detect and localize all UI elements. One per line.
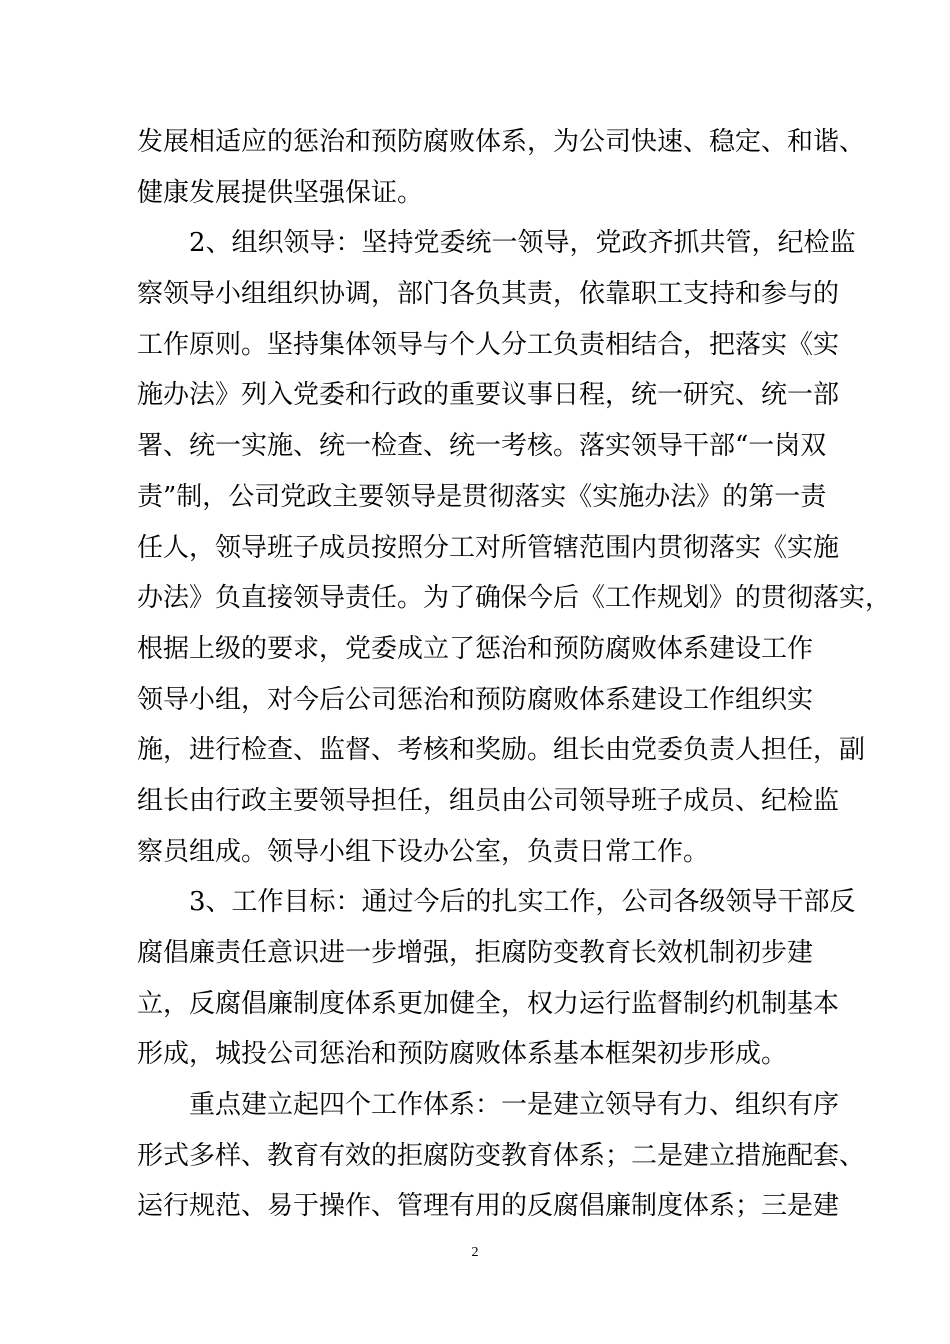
- text-line: 健康发展提供坚强保证。: [137, 177, 424, 208]
- text-line: 察领导小组组织协调，部门各负其责，依靠职工支持和参与的: [137, 279, 840, 310]
- text-line: 组长由行政主要领导担任，组员由公司领导班子成员、纪检监: [137, 785, 840, 816]
- text-line: 形式多样、教育有效的拒腐防变教育体系；二是建立措施配套、: [137, 1140, 866, 1171]
- paragraph-start-line: 3、工作目标：通过今后的扎实工作，公司各级领导干部反: [189, 887, 856, 918]
- document-body: [137, 117, 892, 1232]
- text-line: 运行规范、易于操作、管理有用的反腐倡廉制度体系；三是建: [137, 1191, 840, 1222]
- text-line: 领导小组，对今后公司惩治和预防腐败体系建设工作组织实: [137, 684, 814, 715]
- page-number: 2: [471, 1245, 479, 1260]
- text-line: 责”制，公司党政主要领导是贯彻落实《实施办法》的第一责: [137, 481, 827, 512]
- text-line: 办法》负直接领导责任。为了确保今后《工作规划》的贯彻落实，: [137, 583, 892, 614]
- text-line: 立，反腐倡廉制度体系更加健全，权力运行监督制约机制基本: [137, 988, 840, 1019]
- paragraph-start-line: 重点建立起四个工作体系：一是建立领导有力、组织有序: [189, 1090, 840, 1121]
- text-line: 察员组成。领导小组下设办公室，负责日常工作。: [137, 836, 710, 867]
- text-line: 施办法》列入党委和行政的重要议事日程，统一研究、统一部: [137, 380, 840, 411]
- text-line: 形成，城投公司惩治和预防腐败体系基本框架初步形成。: [137, 1039, 788, 1070]
- text-line: 发展相适应的惩治和预防腐败体系，为公司快速、稳定、和谐、: [137, 127, 866, 157]
- text-line: 根据上级的要求，党委成立了惩治和预防腐败体系建设工作: [137, 633, 814, 664]
- paragraph-start-line: 2、组织领导：坚持党委统一领导，党政齐抓共管，纪检监: [189, 228, 856, 259]
- text-line: 腐倡廉责任意识进一步增强，拒腐防变教育长效机制初步建: [137, 938, 814, 968]
- text-line: 署、统一实施、统一检查、统一考核。落实领导干部“一岗双: [137, 431, 827, 462]
- text-line: 工作原则。坚持集体领导与个人分工负责相结合，把落实《实: [137, 329, 840, 360]
- text-line: 任人，领导班子成员按照分工对所管辖范围内贯彻落实《实施: [137, 532, 840, 563]
- text-line: 施，进行检查、监督、考核和奖励。组长由党委负责人担任，副: [137, 735, 866, 766]
